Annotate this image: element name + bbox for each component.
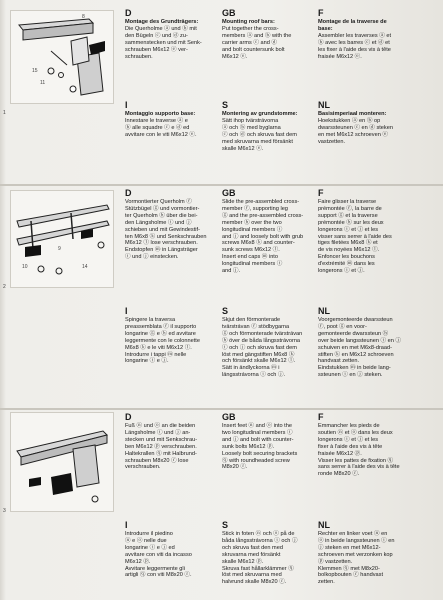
figure-number: 1 bbox=[3, 110, 6, 116]
figure-1-illustration bbox=[10, 10, 114, 104]
language-code: NL bbox=[318, 520, 330, 530]
feet-and-brackets-drawing bbox=[11, 413, 113, 511]
block-body: Fuß ⓝ und ⓞ an die beiden Längsholme ⓘ und ⓙ an- stecken und mit Senkschrau- ben M6x12 ⓟ verschrauben. Haltekrallen ⓠ mit Halbrund- schrauben M8x20 ⓡ lose verschrauben. bbox=[125, 423, 198, 471]
language-code: D bbox=[125, 188, 132, 198]
text-block-it-2 bbox=[125, 306, 222, 365]
language-code: D bbox=[125, 412, 132, 422]
text-block-fr-2 bbox=[318, 188, 436, 275]
language-code: F bbox=[318, 188, 324, 198]
language-code: GB bbox=[222, 8, 236, 18]
text-block-de-1 bbox=[125, 8, 222, 60]
callout-label: 11 bbox=[40, 80, 46, 86]
block-body: Spingere la traversa preassemblata ⓕ il supporto longarine ⓖ e ⓗ ed avvitare leggermente con le colonnette M6x8 ⓚ e le viti M6x12 ⓛ. Introdurre i tappi ⓜ nelle longarine ⓘ e ⓙ. bbox=[125, 317, 200, 365]
block-body: Stick in foten ⓝ och ⓞ på de båda långsstrávorna ⓘ och ⓙ och skruva fast den med skruvarna med försänkt skalle M6x12 ⓟ. Skruva fast hållarklämmer ⓠ löst med skruvarna med halvrund skalle M8x20 ⓡ. bbox=[222, 531, 298, 586]
language-code: GB bbox=[222, 188, 236, 198]
callout-label: 9 bbox=[58, 246, 61, 252]
text-block-gb-1 bbox=[222, 8, 318, 60]
text-block-fr-1 bbox=[318, 8, 436, 60]
language-code: NL bbox=[318, 306, 330, 316]
text-block-se-3 bbox=[222, 520, 318, 586]
language-code: I bbox=[125, 306, 128, 316]
callout-label: 15 bbox=[32, 68, 38, 74]
callout-label: 14 bbox=[82, 264, 88, 270]
text-block-de-2 bbox=[125, 188, 222, 261]
block-body: Voorgemonteerde dwarssteun ⓕ, poot ⓖ en voor- gemonteerde dwarssteun ⓗ over beide langssteunen ⓘ en ⓙ schuiven en met M6x8-draad- stiften ⓚ en M6x12 schroeven handvast zetten. Eindstukken ⓜ in beide lang- ssteunen ⓘ en ⓙ steken. bbox=[318, 317, 402, 379]
roof-bar-assembly-drawing bbox=[11, 11, 113, 103]
figure-3-illustration bbox=[10, 412, 114, 512]
text-block-se-1 bbox=[222, 100, 318, 152]
block-body: Put together the cross- members ⓐ and ⓑ with the carrier arms ⓒ and ⓓ and bolt countersunk bolt M6x12 ⓔ. bbox=[222, 25, 292, 60]
language-code: S bbox=[222, 306, 229, 316]
text-block-se-2 bbox=[222, 306, 318, 379]
block-body: Faire glisser la traverse prémontée ⓕ, la barre de support ⓖ et la traverse prémontée ⓗ sur les deux longerons ⓘ et ⓙ et les visser sans serrer à l'aide des tiges filetées M6x8 ⓚ et de vis noyées M6x12 ⓛ. Enfoncer les bouchons d'extrémité ⓜ dans les longerons ⓘ et ⓙ. bbox=[318, 199, 392, 275]
text-block-fr-3 bbox=[318, 412, 436, 478]
text-block-nl-2 bbox=[318, 306, 436, 379]
language-code: NL bbox=[318, 100, 330, 110]
text-block-nl-3 bbox=[318, 520, 436, 586]
figure-number: 3 bbox=[3, 508, 6, 514]
block-heading: Montage de la traverse de base: bbox=[318, 19, 387, 32]
text-block-de-3 bbox=[125, 412, 222, 471]
text-block-it-3 bbox=[125, 520, 222, 579]
page-fold-line bbox=[0, 408, 443, 410]
block-body: Assembler les traverses ⓐ et ⓑ avec les barres ⓒ et ⓓ et les fixer à l'aide des vis à tête fraisée M6x12 ⓔ. bbox=[318, 32, 392, 60]
block-body: Skjut den förmonterade tvärstrávan ⓕ stödbygarna ⓖ och förmonterade tvärstrávan ⓗ över de båda långsstrávorna ⓘ och ⓙ och skruva fast dem löst med gängstiften M6x8 ⓚ och försänkt skalle M6x12 ⓛ. Sätt in ändlyckorna ⓜ i längsstrávorna ⓘ och ⓙ. bbox=[222, 317, 303, 379]
block-body: Slide the pre-assembled cross- member ⓕ, supporting leg ⓖ and the pre-assembled cross- member ⓗ over the two longitudinal members ⓘ and ⓙ and loosely bolt with grub screws M6x8 ⓚ and counter- sunk screws M6x12 ⓛ. Insert end caps ⓜ into longitudinal members ⓘ and ⓙ. bbox=[222, 199, 304, 275]
block-heading: Montaggio supporto base: bbox=[125, 111, 196, 117]
block-body: Innestare le traverse ⓐ e ⓑ alle squadre ⓒ e ⓓ ed avvitare con le viti M6x12 ⓔ. bbox=[125, 117, 197, 138]
block-body: Sätt ihop tvärstrávorna ⓐ och ⓑ med byglarna ⓒ och ⓓ och skruva fast dem med skruvarna med försänkt skalle M6x12 ⓔ. bbox=[222, 117, 297, 152]
text-block-nl-1 bbox=[318, 100, 436, 146]
language-code: F bbox=[318, 8, 324, 18]
text-block-it-1 bbox=[125, 100, 222, 139]
block-heading: Basisimperiaal monteren: bbox=[318, 111, 387, 117]
block-heading: Montage des Grundträgers: bbox=[125, 19, 199, 25]
text-block-gb-3 bbox=[222, 412, 318, 471]
block-body: Hoekstukken ⓐ en ⓑ op dwarssteunen ⓒ en ⓓ steken en met M6x12 schroeven ⓔ vastzetten. bbox=[318, 117, 393, 145]
callout-label: 10 bbox=[22, 264, 28, 270]
language-code: S bbox=[222, 520, 229, 530]
language-code: GB bbox=[222, 412, 236, 422]
block-body: Emmancher les pieds de soutien ⓝ et ⓞ dans les deux longerons ⓘ et ⓙ et les fixer à l'aide des vis à tête fraisée M6x12 ⓟ. Visser les pattes de fixation ⓠ sans serrer à l'aide des vis à tête ronde M8x20 ⓡ. bbox=[318, 423, 400, 478]
block-heading: Montering av grundstomme: bbox=[222, 111, 298, 117]
longitudinal-members-drawing bbox=[11, 191, 113, 287]
callout-label: 8 bbox=[82, 14, 85, 20]
language-code: F bbox=[318, 412, 324, 422]
language-code: S bbox=[222, 100, 229, 110]
figure-number: 2 bbox=[3, 284, 6, 290]
block-body: Rechter en linker voet ⓝ en ⓞ in beide langssteunen ⓘ en ⓙ steken en met M6x12- schroeven met verzonken kop ⓟ vastzetten. Klemmen ⓠ met M8x20- bolkopbouten ⓡ handvast zetten. bbox=[318, 531, 395, 586]
block-body: Vormontierter Querholm ⓕ Stützbügel ⓖ und vormontier- ter Querholm ⓗ über die bei- den Längsholme ⓘ und ⓙ schieben und mit Gewindestif- ten M6x8 ⓚ und Senkschrauben M6x12 ⓛ lose verschrauben. Endstopfen ⓜ in Längsträger ⓘ und ⓙ einstecken. bbox=[125, 199, 207, 261]
block-body: Die Querholme ⓐ und ⓑ mit den Bügeln ⓒ und ⓓ zu- sammenstecken und mit Senk- schrauben M6x12 ⓔ ver- schrauben. bbox=[125, 25, 202, 60]
figure-2-illustration bbox=[10, 190, 114, 288]
language-code: I bbox=[125, 520, 128, 530]
page-fold-line bbox=[0, 184, 443, 186]
language-code: D bbox=[125, 8, 132, 18]
text-block-gb-2 bbox=[222, 188, 318, 275]
block-body: Introdurre il piedino ⓝ e ⓞ nelle due longarine ⓘ e ⓙ ed avvitare con viti da incasso M6x12 ⓟ. Avvitare leggermente gli artigli ⓠ con viti M8x20 ⓡ. bbox=[125, 531, 192, 579]
block-body: Insert feet ⓝ and ⓞ into the two longitudinal members ⓘ and ⓙ and bolt with counter- sunk bolts M6x12 ⓟ. Loosely bolt securing brackets ⓠ with roundheaded screw M8x20 ⓡ. bbox=[222, 423, 298, 471]
language-code: I bbox=[125, 100, 128, 110]
block-heading: Mounting roof bars: bbox=[222, 19, 275, 25]
